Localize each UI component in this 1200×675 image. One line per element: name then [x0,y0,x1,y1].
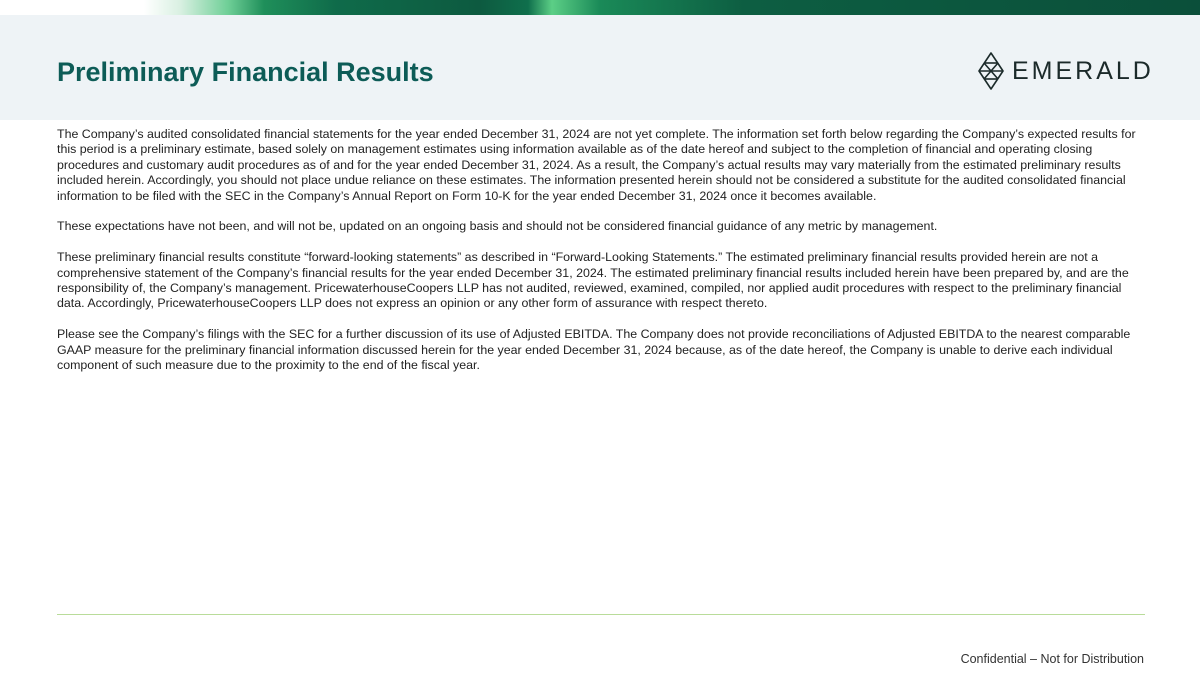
top-gradient-band [0,0,1200,15]
emerald-gem-icon [978,52,1004,90]
logo-wordmark: EMERALD [1012,57,1154,85]
paragraph: The Company’s audited consolidated financial statements for the year ended December 31, 2024 are not yet complete. The information set forth below regarding the Company’s expected results for this period is a preliminary estimate, based solely on management estimates using information available as of the date hereof and subject to the completion of financial and operating closing procedures and customary audit procedures as of and for the year ended December 31, 2024. As a result, the Company’s actual results may vary materially from the estimated preliminary results included herein. Accordingly, you should not place undue reliance on these estimates. The information presented herein should not be considered a substitute for the audited consolidated financial information to be filed with the SEC in the Company’s Annual Report on Form 10-K for the year ended December 31, 2024 once it becomes available. [57,127,1136,203]
paragraph: These preliminary financial results constitute “forward-looking statements” as described in “Forward-Looking Statements.” The estimated preliminary financial results provided herein are not a comprehensive statement of the Company’s financial results for the year ended December 31, 2024. The estimated preliminary financial results included herein have been prepared by, and are the responsibility of, the Company’s management. PricewaterhouseCoopers LLP has not audited, reviewed, examined, compiled, nor applied audit procedures with respect to the preliminary financial data. Accordingly, PricewaterhouseCoopers LLP does not express an opinion or any other form of assurance with respect thereto. [57,250,1129,311]
footer-divider [57,614,1145,615]
paragraph: Please see the Company’s filings with the SEC for a further discussion of its use of Adjusted EBITDA. The Company does not provide reconciliations of Adjusted EBITDA to the nearest comparable GAAP measure for the preliminary financial information discussed herein for the year ended December 31, 2024 because, as of the date hereof, the Company is unable to derive each individual component of such measure due to the proximity to the end of the fiscal year. [57,327,1131,373]
disclaimer-body [57,127,1145,389]
footer-confidential-note: Confidential – Not for Distribution [960,652,1144,666]
paragraph: These expectations have not been, and will not be, updated on an ongoing basis and should not be considered financial guidance of any metric by management. [57,219,938,234]
page-title: Preliminary Financial Results [57,57,434,87]
company-logo [978,51,1154,91]
